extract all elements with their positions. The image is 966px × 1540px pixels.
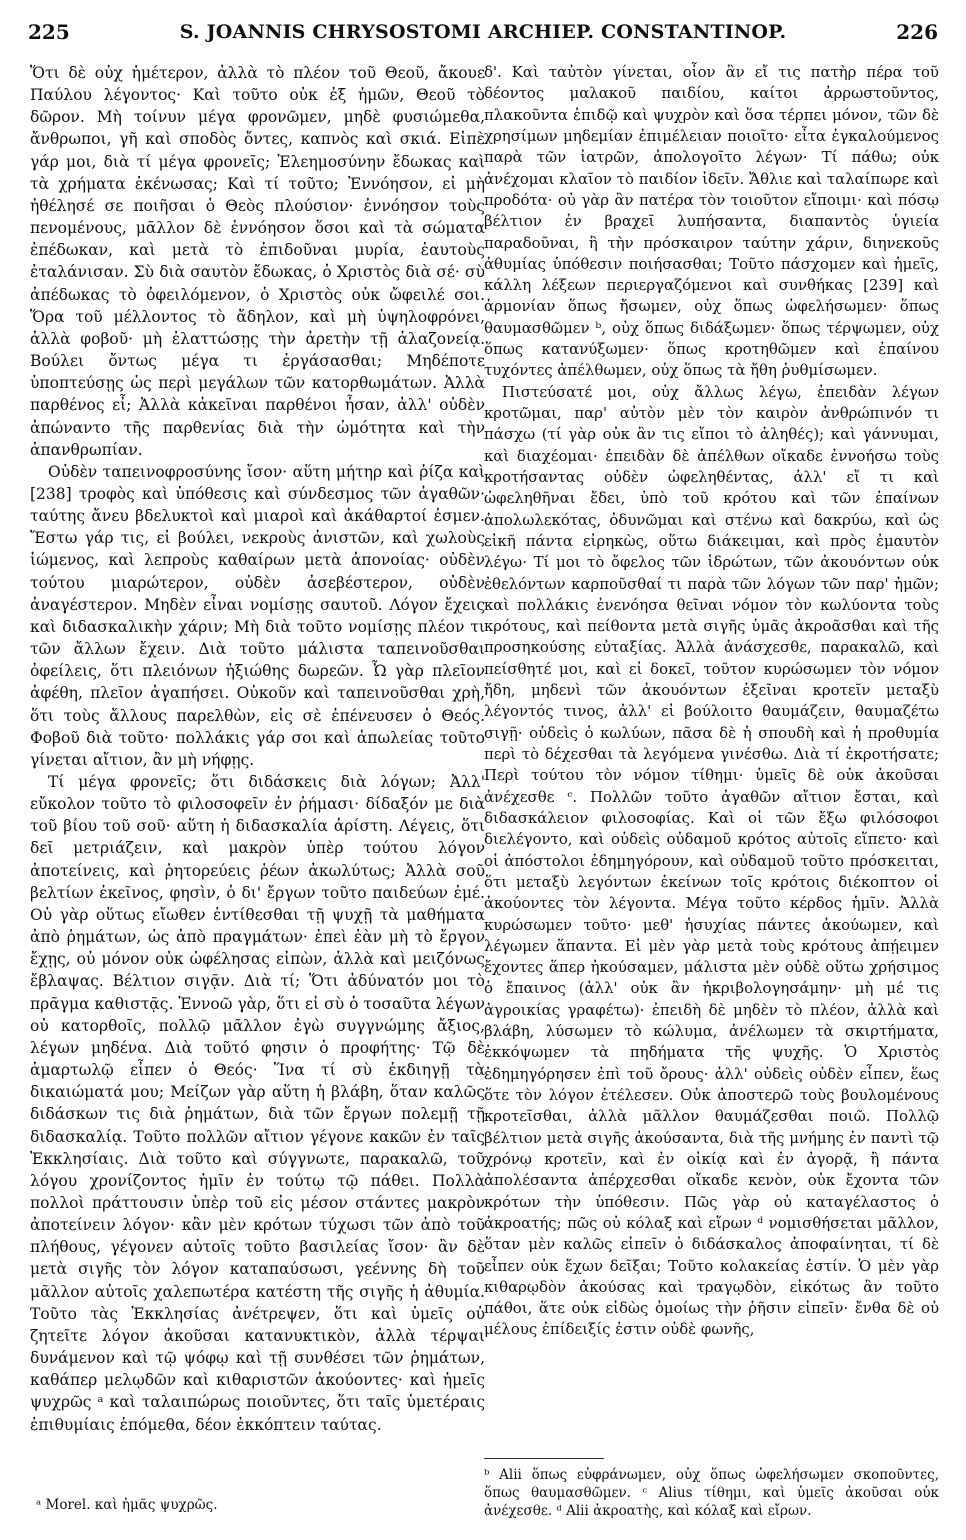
paragraph: Πιστεύσατέ μοι, οὐχ ἄλλως λέγω, ἐπειδὰν λέγων κροτῶμαι, παρ' αὐτὸν μὲν τὸν καιρὸν ἀνθρώπινόν τι πάσχω (τί γὰρ οὐκ ἂν τις εἴποι τὸ ἀληθές); καὶ γάννυμαι, καὶ διαχέομαι· ἐπειδὰν δὲ ἀπέλθων οἴκαδε ἐννοήσω τοὺς κροτήσαντας οὐδὲν ὠφεληθέντας, ἀλλ' εἴ τι καὶ ὠφεληθῆναι ἔδει, ὑπὸ τοῦ κρότου καὶ τῶν ἐπαίνων ἀπολωλεκότας, ὀδυνῶμαι καὶ στένω καὶ δακρύω, καὶ ὡς εἰκῆ πάντα εἰρηκὼς, οὕτω διάκειμαι, καὶ πρὸς ἐμαυτὸν λέγω· Τί μοι τὸ ὄφελος τῶν ἱδρώτων, τῶν ἀκουόντων οὐκ ἐθελόντων καρποῦσθαί τι παρὰ τῶν λόγων τῶν παρ' ἡμῶν; καὶ πολλάκις ἐνενόησα θεῖναι νόμον τὸν κωλύοντα τοὺς κρότους, καὶ πείθοντα μετὰ σιγῆς ὑμᾶς ἀκροᾶσθαι καὶ τῆς προσηκούσης εὐταξίας. Ἀλλὰ ἀνάσχεσθε, παρακαλῶ, καὶ πείσθητέ μοι, καὶ εἰ δοκεῖ, τοῦτον κυρώσωμεν τὸν νόμον ἤδη, μηδενὶ τῶν ἀκουόντων ἐξεῖναι κροτεῖν μεταξὺ λέγοντός τινος, ἀλλ' εἰ βούλοιτο θαυμάζειν, θαυμαζέτω σιγῇ· οὐδεὶς ὁ κωλύων, πᾶσα δὲ ἡ σπουδὴ καὶ ἡ προθυμία περὶ τὸ δέχεσθαι τὰ λεγόμενα γινέσθω. Διὰ τί ἐκροτήσατε; Περὶ τούτου τὸν νόμον τίθημι· ὑμεῖς δὲ οὐκ ἀκοῦσαι ἀνέχεσθε ᶜ. Πολλῶν τοῦτο ἀγαθῶν αἴτιον ἔσται, καὶ διδασκάλειον φιλοσοφίας. Καὶ οἱ τῶν ἔξω φιλόσοφοι διελέγοντο, καὶ οὐδεὶς οὐδαμοῦ κρότος αὐτοῖς εἵπετο· καὶ οἱ ἀπόστολοι ἐδημηγόρουν, καὶ οὐδαμοῦ τοῦτο πρόσκειται, ὅτι μεταξὺ λεγόντων ἐκείνων τοῖς κρότοις διέκοπτον οἱ ἀκούοντες τὸν λέγοντα. Μέγα τοῦτο κέρδος ἡμῖν. Ἀλλὰ κυρώσωμεν τοῦτο· μεθ' ἡσυχίας πάντες ἀκούωμεν, καὶ λέγωμεν ἅπαντα. Εἰ μὲν γὰρ μετὰ τοὺς κρότους ἀπῄειμεν ἔχοντες ἅπερ ἠκούσαμεν, μάλιστα μὲν οὐδὲ οὕτω χρήσιμος ὁ ἔπαινος (ἀλλ' οὐκ ἂν ἠκριβολογησάμην· μὴ μέ τις ἀγροικίας γραφέτω)· ἐπειδὴ δὲ μηδὲν τὸ πλέον, ἀλλὰ καὶ βλάβη, λύσωμεν τὸ κώλυμα, ἀνέλωμεν τὰ σκιρτήματα, ἐκκόψωμεν τὰ πηδήματα τῆς ψυχῆς. Ὁ Χριστὸς ἐδημηγόρησεν ἐπὶ τοῦ ὄρους· ἀλλ' οὐδεὶς οὐδὲν εἶπεν, ἕως ὅτε τὸν λόγον ἐτέλεσεν. Οὐκ ἀποστερῶ τοὺς βουλομένους κροτεῖσθαι, ἀλλὰ μᾶλλον θαυμάζεσθαι ποιῶ. Πολλῷ βέλτιον μετὰ σιγῆς ἀκούσαντα, διὰ τῆς μνήμης ἐν παντὶ τῷ χρόνῳ κροτεῖν, καὶ ἐν οἰκίᾳ καὶ ἐν ἀγορᾷ, ἢ πάντα ἀπολέσαντα ἀπέρχεσθαι οἴκαδε κενὸν, οὐκ ἔχοντα τῶν κρότων τὴν ὑπόθεσιν. Πῶς γὰρ οὐ καταγέλαστος ὁ ἀκροατής; πῶς οὐ κόλαξ καὶ εἴρων ᵈ νομισθήσεται μᾶλλον, ὅταν μὲν καλῶς εἰπεῖν ὁ διδάσκαλος ἀποφαίνηται, τί δὲ εἶπεν οὐκ ἔχων δεῖξαι; Τοῦτο κολακείας ἐστίν. Ὁ μὲν γὰρ κιθαρῳδὸν ἀκούσας καὶ τραγῳδὸν, εἰκότως ἂν τοῦτο πάθοι, ἅτε οὐκ εἰδὼς ὁμοίως τὴν ῥῆσιν εἰπεῖν· ἔνθα δὲ οὐ μέλους ἐπίδειξίς ἐστιν οὐδὲ φωνῆς, [484, 382, 939, 1339]
running-title: S. JOANNIS CHRYSOSTOMI ARCHIEP. CONSTANTINOP. [179, 21, 787, 43]
left-page-number: 225 [28, 20, 70, 44]
page-header [28, 12, 938, 52]
paragraph: δ'. Καὶ ταὐτὸν γίνεται, οἷον ἂν εἴ τις πατὴρ πέρα τοῦ δέοντος μαλακοῦ παιδίου, καίτοι ἀρρωστοῦντος, πλακοῦντα ἐπιδῷ καὶ ψυχρὸν καὶ ὅσα τέρπει μόνον, τῶν δὲ χρησίμων μηδεμίαν ἐπιμέλειαν ποιοῖτο· εἶτα ἐγκαλούμενος παρὰ τῶν ἰατρῶν, ἀπολογοῖτο λέγων· Τί πάθω; οὐκ ἀνέχομαι κλαῖον τὸ παιδίον ἰδεῖν. Ἄθλιε καὶ ταλαίπωρε καὶ προδότα· οὐ γὰρ ἂν πατέρα τὸν τοιοῦτον εἴποιμι· καὶ πόσῳ βέλτιον ἐν βραχεῖ λυπήσαντα, διαπαντὸς ὑγιεία παραδοῦναι, ἢ τὴν πρόσκαιρον ταύτην χάριν, διηνεκοῦς ἀθυμίας ὑπόθεσιν ποιήσασθαι; Τοῦτο πάσχομεν καὶ ἡμεῖς, κάλλη λέξεων περιεργαζόμενοι καὶ συνθήκας [239] καὶ ἁρμονίαν ὅπως ἤσωμεν, οὐχ ὅπως ὠφελήσωμεν· ὅπως θαυμασθῶμεν ᵇ, οὐχ ὅπως διδάξωμεν· ὅπως τέρψωμεν, οὐχ ὅπως κατανύξωμεν· ὅπως κροτηθῶμεν καὶ ἐπαίνου τυχόντες ἀπέλθωμεν, οὐχ ὅπως τὰ ἤθη ῥυθμίσωμεν. [484, 63, 939, 380]
paragraph: Ὅτι δὲ οὐχ ἡμέτερον, ἀλλὰ τὸ πλέον τοῦ Θεοῦ, ἄκουε Παύλου λέγοντος· Καὶ τοῦτο οὐκ ἐξ ἡμῶν, Θεοῦ τὸ δῶρον. Μὴ τοίνυν μέγα φρονῶμεν, μηδὲ φυσιώμεθα, ἄνθρωποι, γῆ καὶ σποδὸς ὄντες, καπνὸς καὶ σκιά. Εἰπὲ γάρ μοι, διὰ τί μέγα φρονεῖς; Ἐλεημοσύνην ἔδωκας καὶ τὰ χρήματα ἐκένωσας; Καὶ τί τοῦτο; Ἐννόησον, εἰ μὴ ἠθέλησέ σε ποιῆσαι ὁ Θεὸς πλούσιον· ἐννόησον τοὺς πενομένους, μᾶλλον δὲ ἐννόησον ὅσοι καὶ τὰ σώματα ἐπέδωκαν, καὶ μετὰ τὸ ἐπιδοῦναι μυρία, ἑαυτοὺς ἐταλάνισαν. Σὺ διὰ σαυτὸν ἔδωκας, ὁ Χριστὸς διὰ σέ· σὺ ἀπέδωκας τὸ ὀφειλόμενον, ὁ Χριστὸς οὐκ ὤφειλέ σοι. Ὅρα τοῦ μέλλοντος τὸ ἄδηλον, καὶ μὴ ὑψηλοφρόνει, ἀλλὰ φοβοῦ· μὴ ἐλαττώσῃς τὴν ἀρετὴν τῇ ἀλαζονείᾳ. Βούλει ὄντως μέγα τι ἐργάσασθαι; Μηδέποτε ὑποπτεύσῃς ὡς περὶ μεγάλων τῶν κατορθωμάτων. Ἀλλὰ παρθένος εἶ; Ἀλλὰ κἀκεῖναι παρθένοι ἦσαν, ἀλλ' οὐδὲν ἀπώναντο τῆς παρθενίας διὰ τὴν ὠμότητα καὶ τὴν ἀπανθρωπίαν. [30, 64, 485, 459]
footnotes-right [484, 1466, 939, 1520]
footnote: ᵇ Alii ὅπως εὐφράνωμεν, οὐχ ὅπως ὠφελήσωμεν σκοποῦντες, ὅπως θαυμασθῶμεν. ᶜ Alius τίθημι, καὶ ὑμεῖς ἀκοῦσαι οὐκ ἀνέχεσθε. ᵈ Alii ἀκροατὴς, καὶ κόλαξ καὶ εἴρων. [484, 1467, 939, 1519]
footnotes-left [36, 1496, 476, 1514]
footnote-rule [484, 1458, 604, 1459]
left-column [30, 62, 485, 1462]
footnote: ᵃ Morel. καὶ ἡμᾶς ψυχρῶς. [36, 1497, 218, 1513]
paragraph: Οὐδὲν ταπεινοφροσύνης ἴσον· αὕτη μήτηρ καὶ ῥίζα καὶ [238] τροφὸς καὶ ὑπόθεσις καὶ σύνδεσμος τῶν ἀγαθῶν· ταύτης ἄνευ βδελυκτοὶ καὶ μιαροὶ καὶ ἀκάθαρτοί ἐσμεν. Ἔστω γάρ τις, εἰ βούλει, νεκροὺς ἀνιστῶν, καὶ χωλοὺς ἰώμενος, καὶ λεπροὺς καθαίρων μετὰ ἀπονοίας· οὐδὲν τούτου μιαρώτερον, οὐδὲν ἀσεβέστερον, οὐδὲν ἀναγέστερον. Μηδὲν εἶναι νομίσῃς σαυτοῦ. Λόγον ἔχεις καὶ διδασκαλικὴν χάριν; Μὴ διὰ τοῦτο νομίσῃς πλέον τι τῶν ἄλλων ἔχειν. Διὰ τοῦτο μάλιστα ταπεινοῦσθαι ὀφείλεις, ὅτι πλειόνων ἠξιώθης δωρεῶν. Ὦ γὰρ πλεῖον ἀφέθη, πλεῖον ἀγαπήσει. Οὐκοῦν καὶ ταπεινοῦσθαι χρὴ, ὅτι τοὺς ἄλλους παρελθὼν, εἰς σὲ ἐπένευσεν ὁ Θεός. Φοβοῦ διὰ τοῦτο· πολλάκις γάρ σοι καὶ ἀπωλείας τοῦτο γίνεται αἴτιον, ἂν μὴ νήφῃς. [30, 462, 485, 769]
paragraph: Τί μέγα φρονεῖς; ὅτι διδάσκεις διὰ λόγων; Ἀλλ' εὔκολον τοῦτο τὸ φιλοσοφεῖν ἐν ῥήμασι· δίδαξόν με διὰ τοῦ βίου τοῦ σοῦ· αὕτη ἡ διδασκαλία ἀρίστη. Λέγεις, ὅτι δεῖ μετριάζειν, καὶ μακρὸν ὑπὲρ τούτου λόγον ἀποτείνεις, καὶ ῥητορεύεις ῥέων ἀκωλύτως; Ἀλλὰ σοῦ βελτίων ἐκεῖνος, φησὶν, ὁ δι' ἔργων τοῦτο παιδεύων ἐμέ. Οὐ γὰρ οὕτως εἴωθεν ἐντίθεσθαι τῇ ψυχῇ τὰ μαθήματα ἀπὸ ῥημάτων, ὡς ἀπὸ πραγμάτων· ἐπεὶ ἐὰν μὴ τὸ ἔργον ἔχῃς, οὐ μόνον οὐκ ὠφέλησας εἰπὼν, ἀλλὰ καὶ μειζόνως ἔβλαψας. Βέλτιον σιγᾷν. Διὰ τί; Ὅτι ἀδύνατόν μοι τὸ πρᾶγμα καθιστᾷς. Ἐννοῶ γὰρ, ὅτι εἰ σὺ ὁ τοσαῦτα λέγων οὐ κατορθοῖς, πολλῷ μᾶλλον ἐγὼ συγγνώμης ἄξιος, λέγων μηδένα. Διὰ τοῦτό φησιν ὁ προφήτης· Τῷ δὲ ἁμαρτωλῷ εἶπεν ὁ Θεός· Ἵνα τί σὺ ἐκδιηγῇ τὰ δικαιώματά μου; Μείζων γὰρ αὕτη ἡ βλάβη, ὅταν καλῶς διδάσκων τις διὰ ῥημάτων, διὰ τῶν ἔργων πολεμῇ τῇ διδασκαλίᾳ. Τοῦτο πολλῶν αἴτιον γέγονε κακῶν ἐν ταῖς Ἐκκλησίαις. Διὰ τοῦτο καὶ σύγγνωτε, παρακαλῶ, τοῦ λόγου χρονίζοντος ἡμῖν ἐν τούτῳ τῷ πάθει. Πολλὰ πολλοὶ πράττουσιν ὑπὲρ τοῦ εἰς μέσον στάντες μακρὸν ἀποτείνειν λόγον· κἂν μὲν κρότων τύχωσι τῶν ἀπὸ τοῦ πλήθους, γέγονεν αὐτοῖς τοῦτο βασιλείας ἴσον· ἂν δὲ μετὰ σιγῆς τὸν λόγον καταπαύσωσι, γεέννης δὴ τοῦ μᾶλλον αὐτοῖς χαλεπωτέρα κατέστη τῆς σιγῆς ἡ ἀθυμία. Τοῦτο τὰς Ἐκκλησίας ἀνέτρεψεν, ὅτι καὶ ὑμεῖς οὐ ζητεῖτε λόγον ἀκοῦσαι κατανυκτικὸν, ἀλλὰ τέρψαι δυνάμενον καὶ τῷ ψόφῳ καὶ τῇ συνθέσει τῶν ῥημάτων, καθάπερ μελῳδῶν καὶ κιθαριστῶν ἀκούοντες· καὶ ἡμεῖς ψυχρῶς ᵃ καὶ ταλαιπώρως ποιοῦντες, ὅτι ταῖς ὑμετέραις ἐπιθυμίαις ἑπόμεθα, δέον ἐκκόπτειν ταύτας. [30, 773, 485, 1434]
right-page-number: 226 [896, 20, 938, 44]
right-column [484, 62, 939, 1397]
